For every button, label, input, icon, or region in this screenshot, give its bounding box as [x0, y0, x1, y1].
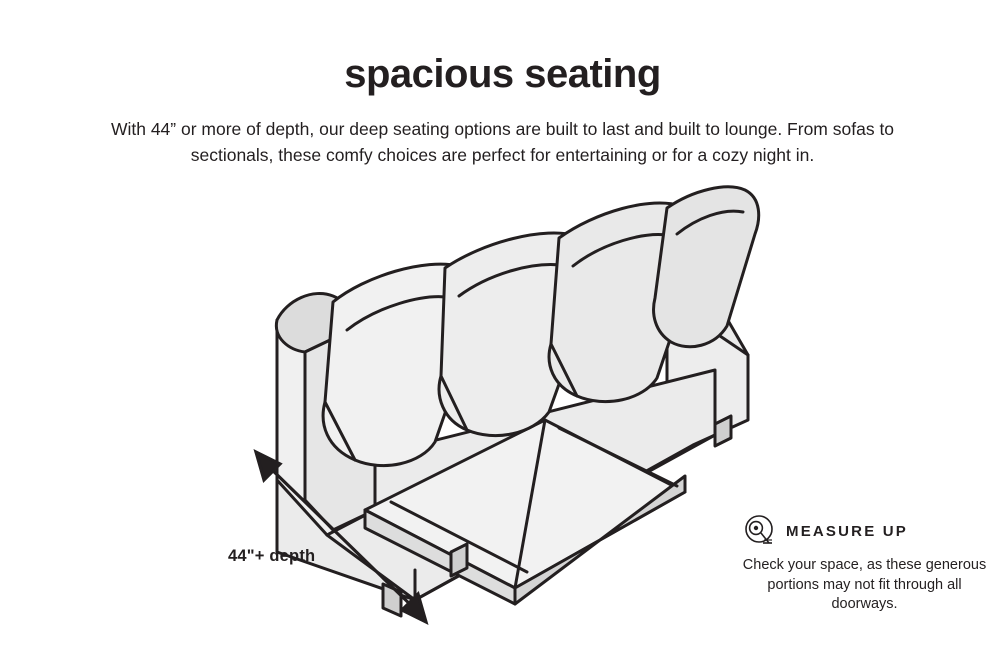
- depth-dimension-arrow: [236, 440, 456, 640]
- measure-up-header: [742, 514, 987, 548]
- measuring-tape-icon: [742, 514, 776, 548]
- depth-label: 44"+ depth: [228, 547, 316, 565]
- measure-up-title: MEASURE UP: [786, 522, 909, 540]
- measure-up-body: Check your space, as these generous portions may not fit through all doorways.: [742, 557, 987, 613]
- page-description: With 44” or more of depth, our deep seating options are built to last and built to lounge. From sofas to sectionals, these comfy choices are perfect for entertaining or for a cozy night in.: [110, 119, 895, 166]
- measure-up-callout: [742, 514, 987, 615]
- page-title: spacious seating: [344, 52, 661, 96]
